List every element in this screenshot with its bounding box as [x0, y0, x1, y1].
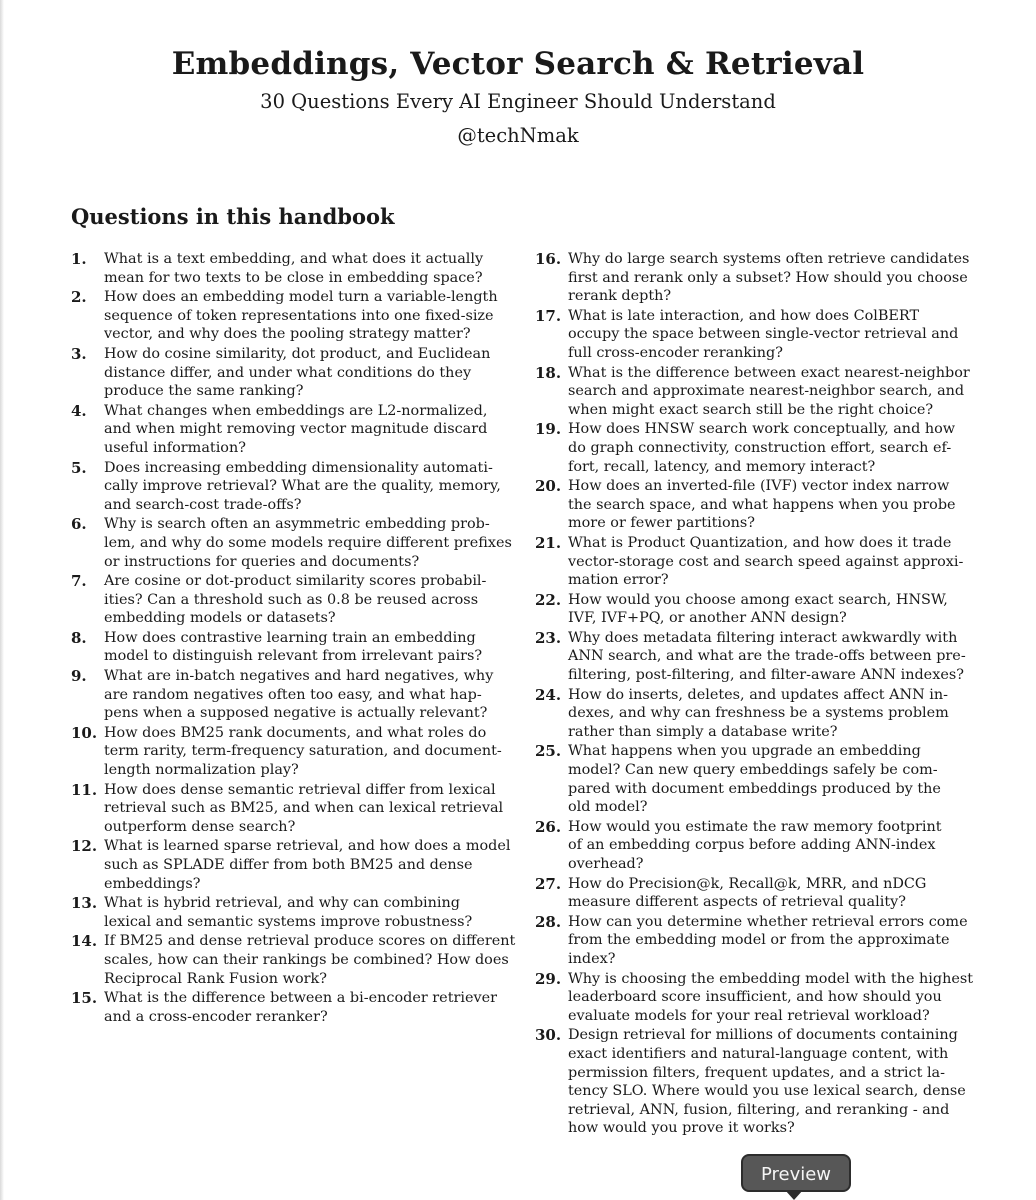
- section-heading: Questions in this handbook: [71, 204, 395, 229]
- question-number: 27.: [535, 874, 562, 893]
- question-text: [104, 724, 501, 780]
- question-text-line: filtering, post-filtering, and filter-aware ANN indexes?: [568, 667, 964, 684]
- question-text: [568, 629, 965, 685]
- question-number: 29.: [535, 969, 562, 988]
- question-text-line: lexical and semantic systems improve robustness?: [104, 913, 473, 930]
- question-text-line: How would you choose among exact search, HNSW,: [568, 591, 948, 608]
- question-text-line: measure different aspects of retrieval quality?: [568, 894, 906, 911]
- question-item: [535, 875, 965, 912]
- question-number: 12.: [71, 837, 98, 856]
- question-text: [104, 894, 501, 931]
- question-text-line: How does an embedding model turn a variable-length: [104, 289, 498, 306]
- question-number: 17.: [535, 306, 562, 325]
- question-item: [535, 818, 965, 874]
- question-text: [568, 250, 970, 306]
- question-text: [568, 970, 974, 1026]
- question-text: [568, 477, 965, 533]
- preview-tooltip-arrow: [785, 1190, 803, 1200]
- question-number: 25.: [535, 742, 562, 761]
- question-number: 15.: [71, 989, 98, 1008]
- question-text-line: How do cosine similarity, dot product, and Euclidean: [104, 345, 491, 362]
- question-text-line: vector-storage cost and search speed against approxi-: [568, 553, 964, 570]
- question-text-line: are random negatives often too easy, and what hap-: [104, 686, 482, 703]
- author-handle: @techNmak: [457, 124, 579, 147]
- question-text-line: embeddings?: [104, 875, 201, 892]
- question-text-line: or instructions for queries and documents?: [104, 553, 420, 570]
- question-text-line: occupy the space between single-vector retrieval and: [568, 326, 959, 343]
- question-item: [71, 837, 511, 893]
- question-text-line: mation error?: [568, 572, 669, 589]
- question-number: 10.: [71, 723, 98, 742]
- question-number: 30.: [535, 1026, 562, 1045]
- question-number: 23.: [535, 628, 562, 647]
- question-text-line: full cross-encoder reranking?: [568, 344, 783, 361]
- question-number: 20.: [535, 477, 562, 496]
- question-text-line: pens when a supposed negative is actually relevant?: [104, 705, 488, 722]
- question-item: [71, 402, 501, 458]
- question-item: [535, 686, 965, 742]
- question-item: [71, 667, 501, 723]
- question-text-line: more or fewer partitions?: [568, 515, 756, 532]
- question-item: [71, 345, 501, 401]
- question-text-line: Are cosine or dot-product similarity scores probabil-: [104, 573, 487, 590]
- question-item: [71, 780, 504, 837]
- question-item: [535, 477, 965, 533]
- question-item: [71, 288, 501, 344]
- question-text-line: permission filters, frequent updates, and a strict la-: [568, 1064, 945, 1081]
- question-text-line: ANN search, and what are the trade-offs between pre-: [568, 648, 966, 665]
- question-text-line: tency SLO. Where would you use lexical search, dense: [568, 1083, 966, 1100]
- question-number: 16.: [535, 250, 562, 268]
- question-text-line: term rarity, term-frequency saturation, and document-: [104, 743, 502, 760]
- question-text-line: sequence of token representations into one fixed-size: [104, 307, 494, 324]
- question-number: 28.: [535, 912, 562, 931]
- question-text-line: when might exact search still be the right choice?: [568, 401, 934, 418]
- questions-column-right: [535, 250, 974, 1139]
- question-text-line: leaderboard score insufficient, and how should you: [568, 989, 942, 1006]
- question-text-line: What is the difference between exact nearest-neighbor: [568, 364, 970, 381]
- question-number: 13.: [71, 894, 98, 913]
- question-text-line: What are in-batch negatives and hard negatives, why: [104, 668, 494, 685]
- question-text-line: How do Precision@k, Recall@k, MRR, and nDCG: [568, 875, 927, 892]
- question-item: [535, 307, 965, 363]
- question-text: [104, 667, 501, 723]
- question-number: 14.: [71, 932, 98, 951]
- question-text-line: What is the difference between a bi-encoder retriever: [104, 990, 497, 1007]
- question-text: [568, 591, 965, 628]
- question-item: [71, 250, 501, 287]
- question-text-line: What is Product Quantization, and how does it trade: [568, 534, 952, 551]
- question-text-line: How can you determine whether retrieval errors come: [568, 913, 968, 930]
- question-text: [104, 459, 501, 515]
- question-text: [104, 989, 501, 1026]
- question-text: [104, 402, 501, 458]
- question-text: [568, 818, 965, 874]
- question-text-line: length normalization play?: [104, 762, 299, 779]
- question-text-line: Why does metadata filtering interact awkwardly with: [568, 629, 958, 646]
- question-text-line: useful information?: [104, 439, 246, 456]
- question-text: [568, 364, 970, 420]
- question-item: [71, 459, 501, 515]
- question-text-line: What happens when you upgrade an embedding: [568, 743, 921, 760]
- question-text-line: How would you estimate the raw memory footprint: [568, 818, 942, 835]
- question-text-line: How does contrastive learning train an embedding: [104, 629, 476, 646]
- question-text-line: outperform dense search?: [104, 818, 296, 835]
- question-number: 26.: [535, 817, 562, 836]
- question-item: [71, 894, 501, 931]
- question-text: [568, 913, 968, 969]
- questions-column-left: [71, 250, 516, 1027]
- document-subtitle: 30 Questions Every AI Engineer Should Understand: [260, 90, 776, 113]
- question-text-line: exact identifiers and natural-language content, with: [568, 1045, 949, 1062]
- question-text-line: Does increasing embedding dimensionality automati-: [104, 459, 493, 476]
- question-text-line: mean for two texts to be close in embedding space?: [104, 269, 483, 286]
- question-text-line: Design retrieval for millions of documents containing: [568, 1027, 958, 1044]
- question-text: [104, 515, 512, 571]
- question-number: 22.: [535, 590, 562, 609]
- preview-button[interactable]: Preview: [741, 1154, 851, 1192]
- question-item: [71, 515, 512, 571]
- question-text-line: rather than simply a database write?: [568, 723, 838, 740]
- question-text: [568, 307, 965, 363]
- question-text-line: such as SPLADE differ from both BM25 and dense: [104, 857, 473, 873]
- question-item: [535, 1026, 965, 1138]
- question-text-line: What is learned sparse retrieval, and how does a model: [104, 838, 511, 855]
- question-number: 9.: [71, 667, 87, 686]
- question-text-line: How does HNSW search work conceptually, and how: [568, 421, 956, 438]
- question-number: 24.: [535, 685, 562, 704]
- question-text-line: do graph connectivity, construction effort, search ef-: [568, 439, 952, 456]
- question-text-line: dexes, and why can freshness be a systems problem: [568, 705, 949, 722]
- question-text-line: IVF, IVF+PQ, or another ANN design?: [568, 610, 847, 627]
- question-text-line: How does BM25 rank documents, and what roles do: [104, 724, 487, 741]
- question-text: [104, 345, 501, 401]
- question-text-line: rerank depth?: [568, 288, 672, 305]
- question-number: 11.: [71, 780, 98, 799]
- question-text-line: how would you prove it works?: [568, 1120, 795, 1137]
- question-number: 2.: [71, 288, 87, 307]
- question-text: [568, 534, 965, 590]
- question-text-line: of an embedding corpus before adding ANN-index: [568, 837, 936, 854]
- question-number: 8.: [71, 628, 87, 647]
- document-title: Embeddings, Vector Search & Retrieval: [171, 46, 865, 82]
- question-item: [71, 989, 501, 1026]
- question-number: 19.: [535, 420, 562, 439]
- question-text-line: search and approximate nearest-neighbor search, and: [568, 383, 965, 400]
- question-text-line: and search-cost trade-offs?: [104, 496, 302, 513]
- question-text-line: fort, recall, latency, and memory interact?: [568, 458, 876, 475]
- question-item: [535, 363, 970, 420]
- question-text-line: retrieval, ANN, fusion, filtering, and reranking - and: [568, 1101, 950, 1118]
- question-text-line: What is hybrid retrieval, and why can combining: [104, 895, 461, 912]
- question-text: [568, 875, 965, 912]
- question-text-line: the search space, and what happens when you probe: [568, 496, 956, 513]
- question-item: [535, 591, 965, 628]
- question-text-line: and when might removing vector magnitude discard: [104, 421, 488, 438]
- document-header: [0, 44, 1036, 150]
- question-text: [104, 250, 501, 287]
- question-text-line: embedding models or datasets?: [104, 610, 336, 627]
- question-text-line: What is late interaction, and how does ColBERT: [568, 307, 920, 324]
- question-text-line: ities? Can a threshold such as 0.8 be reused across: [104, 591, 479, 608]
- question-number: 4.: [71, 401, 87, 420]
- question-text-line: scales, how can their rankings be combined? How does: [104, 951, 509, 968]
- question-text-line: model to distinguish relevant from irrelevant pairs?: [104, 648, 483, 665]
- question-text-line: Reciprocal Rank Fusion work?: [104, 970, 327, 987]
- question-text: [568, 686, 965, 742]
- question-text-line: Why do large search systems often retrieve candidates: [568, 251, 970, 267]
- question-text-line: How do inserts, deletes, and updates affect ANN in-: [568, 686, 948, 703]
- question-number: 6.: [71, 515, 87, 534]
- question-text: [568, 420, 965, 476]
- question-text: [104, 629, 501, 666]
- question-text-line: How does an inverted-file (IVF) vector index narrow: [568, 478, 950, 495]
- question-text-line: What changes when embeddings are L2-normalized,: [104, 402, 488, 419]
- question-text-line: produce the same ranking?: [104, 383, 304, 400]
- question-text: [104, 932, 516, 988]
- question-item: [71, 932, 516, 988]
- question-text-line: Why is choosing the embedding model with the highest: [568, 970, 974, 987]
- question-item: [535, 420, 965, 476]
- question-text-line: vector, and why does the pooling strategy matter?: [104, 326, 471, 343]
- question-number: 1.: [71, 250, 87, 268]
- question-item: [535, 969, 974, 1026]
- question-text-line: overhead?: [568, 856, 644, 872]
- question-text-line: cally improve retrieval? What are the quality, memory,: [104, 478, 501, 495]
- question-item: [535, 629, 965, 685]
- question-number: 21.: [535, 533, 562, 552]
- question-text-line: lem, and why do some models require different prefixes: [104, 534, 512, 551]
- question-text: [104, 837, 511, 893]
- question-text: [568, 742, 965, 816]
- question-text-line: How does dense semantic retrieval differ from lexical: [104, 781, 496, 798]
- question-text-line: pared with document embeddings produced by the: [568, 780, 941, 797]
- question-text-line: What is a text embedding, and what does it actually: [104, 251, 484, 267]
- question-item: [535, 534, 965, 590]
- question-text: [104, 781, 504, 837]
- question-text-line: old model?: [568, 799, 648, 816]
- question-text: [104, 288, 501, 344]
- question-text-line: model? Can new query embeddings safely be com-: [568, 762, 938, 779]
- question-text-line: retrieval such as BM25, and when can lexical retrieval: [104, 800, 504, 817]
- question-text: [568, 1026, 965, 1138]
- question-text-line: evaluate models for your real retrieval workload?: [568, 1007, 930, 1024]
- page-edge: [0, 0, 4, 1200]
- question-text: [104, 572, 501, 628]
- question-item: [71, 724, 501, 780]
- question-item: [71, 629, 501, 666]
- question-text-line: from the embedding model or from the approximate: [568, 932, 950, 949]
- question-item: [535, 250, 970, 306]
- question-number: 18.: [535, 363, 562, 382]
- question-text-line: first and rerank only a subset? How should you choose: [568, 269, 968, 286]
- question-text-line: distance differ, and under what conditions do they: [104, 364, 472, 381]
- question-item: [71, 572, 501, 628]
- question-text-line: If BM25 and dense retrieval produce scores on different: [104, 933, 516, 950]
- question-text-line: Why is search often an asymmetric embedding prob-: [104, 516, 490, 533]
- question-item: [535, 742, 965, 816]
- question-number: 5.: [71, 458, 87, 477]
- question-number: 7.: [71, 572, 87, 591]
- question-number: 3.: [71, 344, 87, 363]
- question-item: [535, 912, 968, 969]
- question-text-line: and a cross-encoder reranker?: [104, 1008, 328, 1025]
- question-text-line: index?: [568, 950, 616, 967]
